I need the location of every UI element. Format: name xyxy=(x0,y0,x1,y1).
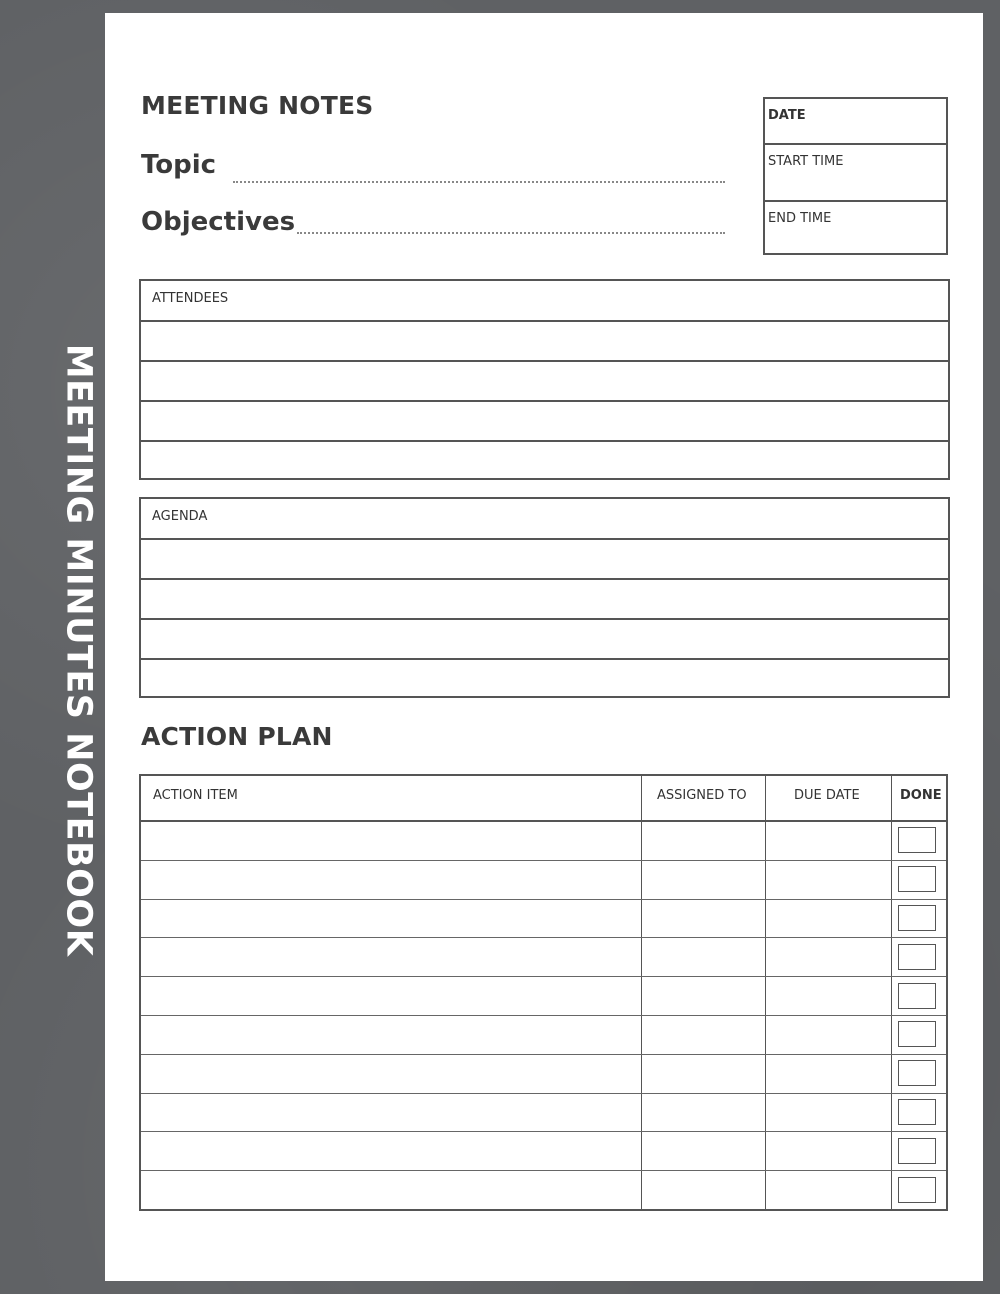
agenda-line[interactable] xyxy=(141,619,948,660)
action-plan-title: ACTION PLAN xyxy=(141,722,333,751)
agenda-line[interactable] xyxy=(141,579,948,620)
col-header-due-date: DUE DATE xyxy=(794,788,860,803)
row-divider xyxy=(141,1093,946,1094)
attendees-box xyxy=(139,279,950,480)
done-checkbox[interactable] xyxy=(898,1060,936,1086)
done-checkbox[interactable] xyxy=(898,1177,936,1203)
date-field[interactable] xyxy=(765,99,946,145)
done-checkbox[interactable] xyxy=(898,983,936,1009)
topic-field[interactable] xyxy=(233,181,725,183)
action-row[interactable] xyxy=(141,1015,946,1054)
action-row[interactable] xyxy=(141,976,946,1015)
attendee-line[interactable] xyxy=(141,401,948,442)
start-time-field[interactable] xyxy=(765,144,946,202)
done-checkbox[interactable] xyxy=(898,866,936,892)
col-header-assigned-to: ASSIGNED TO xyxy=(657,788,747,803)
done-checkbox[interactable] xyxy=(898,827,936,853)
action-row[interactable] xyxy=(141,1093,946,1132)
attendees-header xyxy=(141,281,948,322)
attendee-line[interactable] xyxy=(141,321,948,362)
start-time-label: START TIME xyxy=(768,154,844,169)
row-divider xyxy=(141,1131,946,1132)
col-header-action-item: ACTION ITEM xyxy=(153,788,238,803)
date-label: DATE xyxy=(768,108,806,123)
action-row[interactable] xyxy=(141,1054,946,1093)
end-time-field[interactable] xyxy=(765,201,946,255)
meeting-meta-box xyxy=(763,97,948,255)
done-checkbox[interactable] xyxy=(898,1099,936,1125)
row-divider xyxy=(141,860,946,861)
attendee-line[interactable] xyxy=(141,441,948,478)
row-divider xyxy=(141,1170,946,1171)
action-row[interactable] xyxy=(141,899,946,938)
action-plan-table xyxy=(139,774,948,1211)
row-divider xyxy=(141,899,946,900)
objectives-label: Objectives xyxy=(141,207,296,237)
agenda-label: AGENDA xyxy=(152,509,208,524)
attendee-line[interactable] xyxy=(141,361,948,402)
done-checkbox[interactable] xyxy=(898,1021,936,1047)
agenda-box xyxy=(139,497,950,698)
spine-title xyxy=(58,343,98,957)
row-divider xyxy=(141,976,946,977)
done-checkbox[interactable] xyxy=(898,905,936,931)
action-row[interactable] xyxy=(141,937,946,976)
spine-title-text: MEETING MINUTES NOTEBOOK xyxy=(58,343,98,957)
objectives-field[interactable] xyxy=(297,232,725,234)
row-divider xyxy=(141,1054,946,1055)
action-row[interactable] xyxy=(141,1131,946,1170)
agenda-header xyxy=(141,499,948,540)
col-header-done: DONE xyxy=(900,788,942,803)
agenda-line[interactable] xyxy=(141,539,948,580)
end-time-label: END TIME xyxy=(768,211,832,226)
action-row[interactable] xyxy=(141,1170,946,1209)
attendees-label: ATTENDEES xyxy=(152,291,229,306)
notebook-page xyxy=(105,13,983,1281)
action-row[interactable] xyxy=(141,860,946,899)
row-divider xyxy=(141,1015,946,1016)
done-checkbox[interactable] xyxy=(898,944,936,970)
page-title: MEETING NOTES xyxy=(141,91,374,120)
row-divider xyxy=(141,937,946,938)
agenda-line[interactable] xyxy=(141,659,948,696)
done-checkbox[interactable] xyxy=(898,1138,936,1164)
action-row[interactable] xyxy=(141,821,946,860)
topic-label: Topic xyxy=(141,150,217,180)
